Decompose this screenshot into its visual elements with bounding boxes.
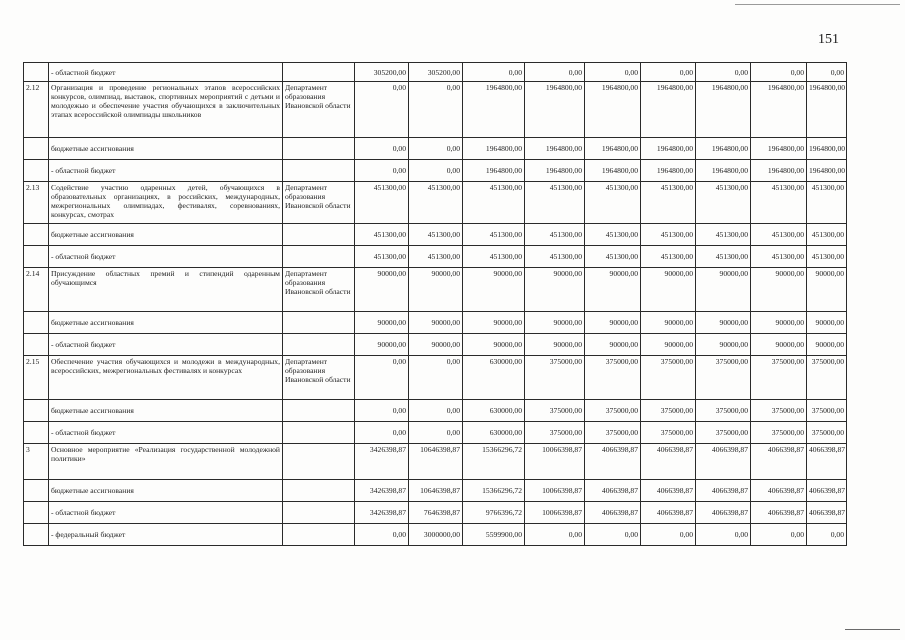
budget-value: 375000,00 — [696, 400, 751, 422]
executor — [283, 444, 355, 480]
budget-value: 15366296,72 — [463, 480, 525, 502]
budget-value: 375000,00 — [525, 400, 585, 422]
table-row — [24, 246, 847, 268]
executor — [283, 246, 355, 268]
budget-value: 451300,00 — [463, 224, 525, 246]
budget-value: 3000000,00 — [409, 524, 463, 546]
budget-value: 451300,00 — [525, 182, 585, 224]
budget-value: 1964800,00 — [641, 138, 696, 160]
budget-value: 90000,00 — [696, 334, 751, 356]
budget-value: 90000,00 — [355, 312, 409, 334]
budget-value: 0,00 — [696, 63, 751, 82]
budget-value: 90000,00 — [696, 312, 751, 334]
budget-value: 451300,00 — [355, 224, 409, 246]
budget-value: 0,00 — [409, 160, 463, 182]
budget-value: 630000,00 — [463, 400, 525, 422]
budget-value: 375000,00 — [751, 356, 807, 400]
budget-value: 630000,00 — [463, 422, 525, 444]
budget-value: 1964800,00 — [641, 160, 696, 182]
budget-value: 10066398,87 — [525, 502, 585, 524]
table-row — [24, 224, 847, 246]
executor — [283, 312, 355, 334]
budget-value: 0,00 — [409, 82, 463, 138]
scan-mark-bottom — [845, 629, 900, 630]
budget-value: 1964800,00 — [585, 160, 641, 182]
activity-name: Присуждение областных премий и стипендий одаренным обучающимся — [49, 268, 283, 312]
budget-value: 451300,00 — [751, 182, 807, 224]
budget-value: 7646398,87 — [409, 502, 463, 524]
budget-value: 375000,00 — [696, 356, 751, 400]
budget-value: 90000,00 — [751, 268, 807, 312]
budget-value: 1964800,00 — [463, 160, 525, 182]
budget-value: 375000,00 — [641, 400, 696, 422]
budget-value: 4066398,87 — [696, 502, 751, 524]
budget-value: 1964800,00 — [696, 82, 751, 138]
table-row — [24, 138, 847, 160]
activity-name: бюджетные ассигнования — [49, 480, 283, 502]
executor — [283, 160, 355, 182]
activity-name: бюджетные ассигнования — [49, 224, 283, 246]
budget-value: 3426398,87 — [355, 480, 409, 502]
budget-value: 4066398,87 — [807, 502, 847, 524]
budget-value: 4066398,87 — [641, 502, 696, 524]
table-row — [24, 356, 847, 400]
budget-value: 0,00 — [355, 400, 409, 422]
budget-value: 1964800,00 — [696, 160, 751, 182]
budget-value: 375000,00 — [751, 422, 807, 444]
budget-value: 4066398,87 — [807, 480, 847, 502]
budget-value: 451300,00 — [409, 182, 463, 224]
budget-value: 0,00 — [641, 524, 696, 546]
executor — [283, 502, 355, 524]
budget-value: 0,00 — [409, 422, 463, 444]
budget-value: 90000,00 — [641, 312, 696, 334]
row-number — [24, 224, 49, 246]
executor: Департамент образования Ивановской области — [283, 182, 355, 224]
row-number: 2.12 — [24, 82, 49, 138]
budget-value: 375000,00 — [807, 400, 847, 422]
budget-value: 1964800,00 — [641, 82, 696, 138]
budget-value: 0,00 — [641, 63, 696, 82]
budget-value: 0,00 — [696, 524, 751, 546]
budget-value: 4066398,87 — [585, 444, 641, 480]
budget-value: 90000,00 — [463, 268, 525, 312]
table-row — [24, 444, 847, 480]
executor — [283, 480, 355, 502]
budget-value: 10066398,87 — [525, 480, 585, 502]
budget-value: 451300,00 — [525, 224, 585, 246]
budget-value: 1964800,00 — [751, 160, 807, 182]
budget-value: 4066398,87 — [641, 480, 696, 502]
activity-name: - областной бюджет — [49, 63, 283, 82]
budget-value: 1964800,00 — [751, 138, 807, 160]
budget-value: 451300,00 — [463, 246, 525, 268]
row-number — [24, 400, 49, 422]
budget-value: 375000,00 — [525, 422, 585, 444]
budget-value: 451300,00 — [751, 246, 807, 268]
budget-value: 0,00 — [585, 63, 641, 82]
budget-value: 0,00 — [463, 63, 525, 82]
budget-value: 90000,00 — [807, 268, 847, 312]
executor — [283, 224, 355, 246]
budget-value: 90000,00 — [355, 334, 409, 356]
budget-value: 4066398,87 — [751, 444, 807, 480]
budget-value: 375000,00 — [696, 422, 751, 444]
budget-value: 451300,00 — [525, 246, 585, 268]
budget-value: 0,00 — [355, 160, 409, 182]
row-number — [24, 138, 49, 160]
table-row — [24, 160, 847, 182]
budget-value: 0,00 — [807, 524, 847, 546]
row-number — [24, 422, 49, 444]
table-row — [24, 422, 847, 444]
budget-value: 1964800,00 — [751, 82, 807, 138]
activity-name: - областной бюджет — [49, 246, 283, 268]
budget-value: 630000,00 — [463, 356, 525, 400]
executor — [283, 422, 355, 444]
budget-value: 375000,00 — [807, 422, 847, 444]
budget-value: 1964800,00 — [463, 82, 525, 138]
row-number: 2.15 — [24, 356, 49, 400]
budget-value: 4066398,87 — [641, 444, 696, 480]
activity-name: - федеральный бюджет — [49, 524, 283, 546]
budget-value: 90000,00 — [585, 268, 641, 312]
budget-value: 375000,00 — [807, 356, 847, 400]
budget-value: 10646398,87 — [409, 444, 463, 480]
budget-value: 0,00 — [807, 63, 847, 82]
budget-value: 1964800,00 — [807, 138, 847, 160]
activity-name: Обеспечение участия обучающихся и молодежи в международных, всероссийских, межрегиональных фестивалях и конкурсах — [49, 356, 283, 400]
executor — [283, 400, 355, 422]
executor — [283, 63, 355, 82]
budget-value: 451300,00 — [355, 246, 409, 268]
budget-value: 451300,00 — [409, 246, 463, 268]
budget-value: 451300,00 — [641, 224, 696, 246]
table-row — [24, 182, 847, 224]
budget-value: 1964800,00 — [585, 138, 641, 160]
row-number — [24, 524, 49, 546]
budget-value: 0,00 — [585, 524, 641, 546]
table-row — [24, 312, 847, 334]
executor: Департамент образования Ивановской области — [283, 82, 355, 138]
budget-value: 375000,00 — [525, 356, 585, 400]
row-number: 2.14 — [24, 268, 49, 312]
row-number: 3 — [24, 444, 49, 480]
budget-value: 90000,00 — [525, 268, 585, 312]
row-number — [24, 160, 49, 182]
activity-name: Содействие участию одаренных детей, обучающихся в образовательных организациях, в российских, международных, межрегиональных олимпиадах, фестивалях, соревнованиях, конкурсах, смотрах — [49, 182, 283, 224]
budget-value: 90000,00 — [641, 268, 696, 312]
row-number — [24, 312, 49, 334]
budget-value: 3426398,87 — [355, 444, 409, 480]
row-number — [24, 63, 49, 82]
budget-value: 375000,00 — [585, 422, 641, 444]
budget-table — [23, 62, 847, 546]
activity-name: Организация и проведение региональных этапов всероссийских конкурсов, олимпиад, выставок, спортивных мероприятий с детьми и молодежью и обеспечение участия обучающихся в заключительных этапах всероссийской олимпиады школьников — [49, 82, 283, 138]
budget-value: 0,00 — [409, 356, 463, 400]
budget-value: 90000,00 — [641, 334, 696, 356]
executor: Департамент образования Ивановской области — [283, 268, 355, 312]
row-number — [24, 246, 49, 268]
executor — [283, 138, 355, 160]
budget-value: 10066398,87 — [525, 444, 585, 480]
budget-value: 1964800,00 — [525, 160, 585, 182]
row-number: 2.13 — [24, 182, 49, 224]
page-number: 151 — [818, 32, 839, 47]
budget-value: 4066398,87 — [585, 480, 641, 502]
table-row — [24, 524, 847, 546]
budget-value: 0,00 — [409, 138, 463, 160]
budget-value: 1964800,00 — [525, 138, 585, 160]
budget-value: 3426398,87 — [355, 502, 409, 524]
budget-value: 451300,00 — [807, 246, 847, 268]
budget-value: 5599900,00 — [463, 524, 525, 546]
budget-value: 1964800,00 — [807, 82, 847, 138]
activity-name: бюджетные ассигнования — [49, 400, 283, 422]
budget-value: 451300,00 — [355, 182, 409, 224]
budget-value: 451300,00 — [751, 224, 807, 246]
table-row — [24, 400, 847, 422]
budget-value: 451300,00 — [641, 182, 696, 224]
activity-name: - областной бюджет — [49, 334, 283, 356]
budget-value: 90000,00 — [409, 334, 463, 356]
budget-value: 375000,00 — [641, 422, 696, 444]
budget-value: 90000,00 — [525, 312, 585, 334]
budget-value: 4066398,87 — [696, 480, 751, 502]
budget-value: 451300,00 — [409, 224, 463, 246]
budget-value: 90000,00 — [355, 268, 409, 312]
budget-value: 451300,00 — [585, 182, 641, 224]
budget-value: 451300,00 — [807, 224, 847, 246]
activity-name: - областной бюджет — [49, 422, 283, 444]
budget-value: 1964800,00 — [585, 82, 641, 138]
budget-value: 0,00 — [355, 356, 409, 400]
budget-value: 451300,00 — [585, 224, 641, 246]
budget-value: 90000,00 — [751, 334, 807, 356]
activity-name: - областной бюджет — [49, 502, 283, 524]
budget-value: 0,00 — [355, 138, 409, 160]
activity-name: бюджетные ассигнования — [49, 138, 283, 160]
budget-value: 305200,00 — [409, 63, 463, 82]
budget-value: 10646398,87 — [409, 480, 463, 502]
budget-value: 451300,00 — [463, 182, 525, 224]
row-number — [24, 480, 49, 502]
budget-value: 451300,00 — [696, 246, 751, 268]
budget-value: 0,00 — [409, 400, 463, 422]
budget-value: 0,00 — [355, 422, 409, 444]
budget-value: 1964800,00 — [696, 138, 751, 160]
row-number — [24, 502, 49, 524]
budget-value: 90000,00 — [807, 334, 847, 356]
table-row — [24, 63, 847, 82]
budget-value: 0,00 — [751, 524, 807, 546]
budget-value: 451300,00 — [585, 246, 641, 268]
executor — [283, 524, 355, 546]
budget-value: 375000,00 — [585, 356, 641, 400]
table-row — [24, 268, 847, 312]
budget-value: 305200,00 — [355, 63, 409, 82]
budget-value: 1964800,00 — [807, 160, 847, 182]
budget-value: 451300,00 — [696, 224, 751, 246]
budget-value: 90000,00 — [525, 334, 585, 356]
budget-value: 90000,00 — [751, 312, 807, 334]
budget-value: 90000,00 — [807, 312, 847, 334]
budget-value: 90000,00 — [409, 312, 463, 334]
budget-value: 0,00 — [355, 82, 409, 138]
table-row — [24, 480, 847, 502]
budget-value: 0,00 — [355, 524, 409, 546]
budget-value: 1964800,00 — [525, 82, 585, 138]
budget-value: 90000,00 — [463, 312, 525, 334]
budget-value: 375000,00 — [585, 400, 641, 422]
budget-value: 90000,00 — [696, 268, 751, 312]
budget-value: 90000,00 — [463, 334, 525, 356]
budget-value: 375000,00 — [751, 400, 807, 422]
budget-value: 1964800,00 — [463, 138, 525, 160]
budget-value: 451300,00 — [696, 182, 751, 224]
activity-name: бюджетные ассигнования — [49, 312, 283, 334]
budget-value: 4066398,87 — [751, 480, 807, 502]
budget-value: 4066398,87 — [751, 502, 807, 524]
budget-value: 9766396,72 — [463, 502, 525, 524]
budget-value: 4066398,87 — [696, 444, 751, 480]
activity-name: Основное мероприятие «Реализация государственной молодежной политики» — [49, 444, 283, 480]
executor: Департамент образования Ивановской области — [283, 356, 355, 400]
budget-value: 90000,00 — [409, 268, 463, 312]
scan-mark-top — [735, 4, 900, 5]
budget-value: 0,00 — [525, 63, 585, 82]
budget-value: 90000,00 — [585, 312, 641, 334]
budget-value: 90000,00 — [585, 334, 641, 356]
activity-name: - областной бюджет — [49, 160, 283, 182]
budget-value: 375000,00 — [641, 356, 696, 400]
table-row — [24, 334, 847, 356]
budget-value: 4066398,87 — [807, 444, 847, 480]
row-number — [24, 334, 49, 356]
budget-value: 0,00 — [751, 63, 807, 82]
budget-value: 451300,00 — [807, 182, 847, 224]
budget-value: 451300,00 — [641, 246, 696, 268]
table-row — [24, 502, 847, 524]
budget-value: 4066398,87 — [585, 502, 641, 524]
budget-value: 0,00 — [525, 524, 585, 546]
executor — [283, 334, 355, 356]
table-row — [24, 82, 847, 138]
budget-value: 15366296,72 — [463, 444, 525, 480]
